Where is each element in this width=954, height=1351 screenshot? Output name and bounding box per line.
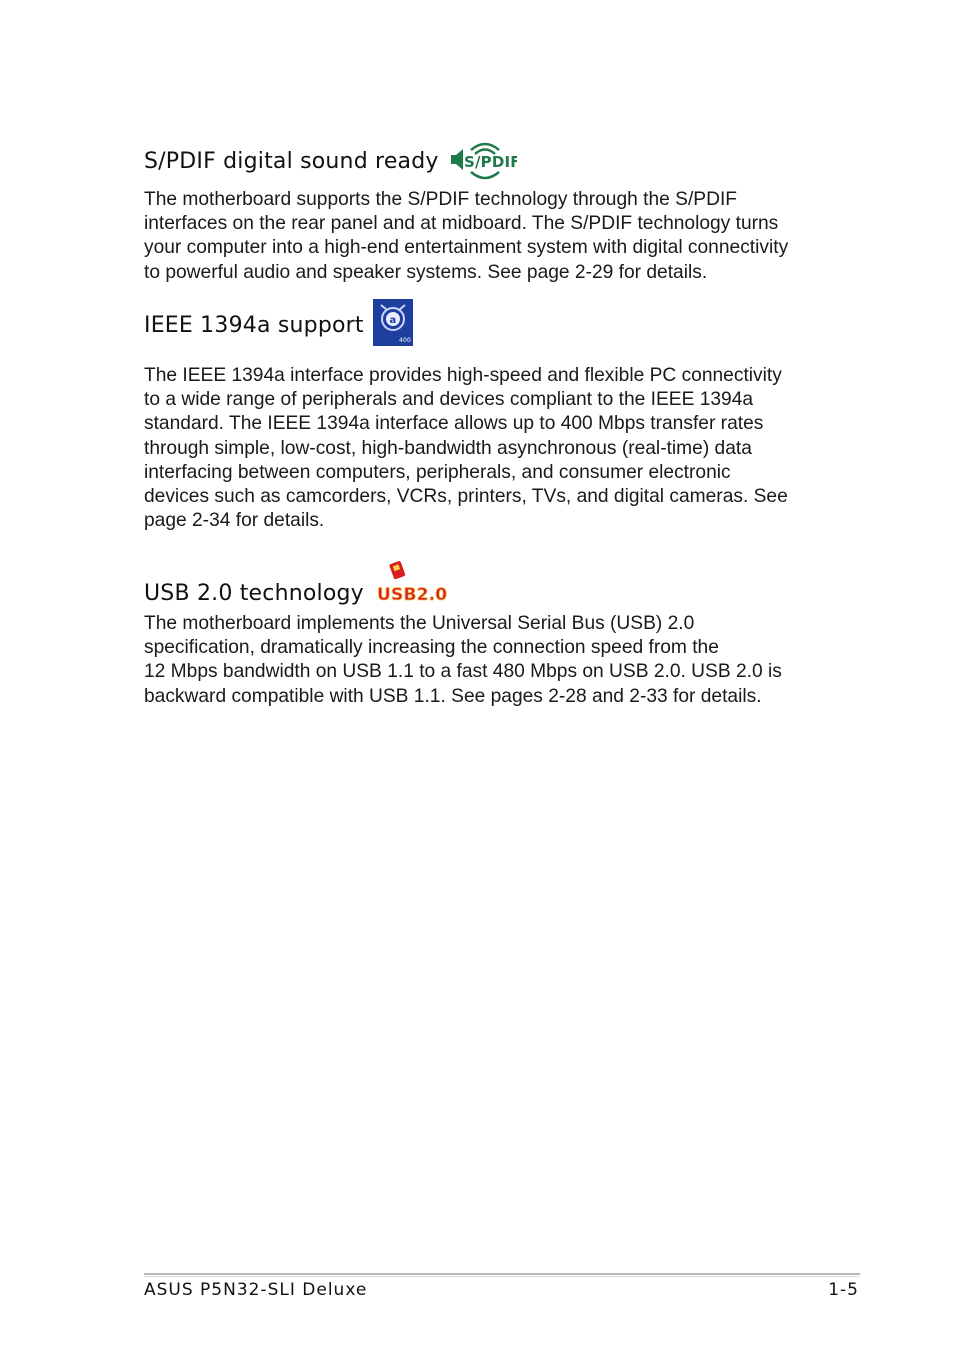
paragraph-line: to a wide range of peripherals and devices compliant to the IEEE 1394a <box>144 389 754 411</box>
paragraph-line: The IEEE 1394a interface provides high-speed and flexible PC connectivity <box>144 365 782 386</box>
paragraph-line: standard. The IEEE 1394a interface allows up to 400 Mbps transfer rates <box>144 413 764 435</box>
section-heading <box>144 299 814 352</box>
section-usb2 <box>144 560 814 709</box>
section-title: IEEE 1394a support <box>144 313 364 338</box>
paragraph-line: backward compatible with USB 1.1. See pages 2-28 and 2-33 for details. <box>144 685 762 707</box>
paragraph-line: devices such as camcorders, VCRs, printers, TVs, and digital cameras. See <box>144 486 788 508</box>
section-ieee1394a <box>144 299 814 533</box>
paragraph-line: specification, dramatically increasing the connection speed from the <box>144 637 719 659</box>
usb2-logo-text: USB2.0 <box>376 585 448 604</box>
section-paragraph <box>144 612 814 709</box>
footer-divider <box>144 1273 860 1275</box>
usb2-logo-icon <box>376 560 450 610</box>
paragraph-line: your computer into a high-end entertainment system with digital connectivity <box>144 237 789 259</box>
paragraph-line: through simple, low-cost, high-bandwidth asynchronous (real-time) data <box>144 437 752 459</box>
footer-page-number: 1-5 <box>828 1280 859 1300</box>
spdif-logo-icon <box>449 140 517 186</box>
paragraph-line: page 2-34 for details. <box>144 510 325 532</box>
section-heading <box>144 560 814 610</box>
paragraph-line: interfacing between computers, peripherals, and consumer electronic <box>144 461 731 483</box>
footer-product-name: ASUS P5N32-SLI Deluxe <box>144 1280 368 1300</box>
ieee1394a-logo-icon <box>373 299 413 352</box>
svg-text:a: a <box>389 315 397 326</box>
paragraph-line: 12 Mbps bandwidth on USB 1.1 to a fast 480 Mbps on USB 2.0. USB 2.0 is <box>144 661 782 683</box>
section-paragraph <box>144 188 814 285</box>
ieee1394a-logo-text: 400 <box>398 337 411 344</box>
paragraph-line: interfaces on the rear panel and at midboard. The S/PDIF technology turns <box>144 213 779 235</box>
section-title: USB 2.0 technology <box>144 580 364 606</box>
section-heading <box>144 138 814 184</box>
footer-divider-shadow <box>144 1276 860 1277</box>
section-title: S/PDIF digital sound ready <box>144 148 439 174</box>
paragraph-line: The motherboard supports the S/PDIF technology through the S/PDIF <box>144 189 737 210</box>
spdif-logo-text: S/PDIF <box>463 153 517 171</box>
section-spdif <box>144 138 814 285</box>
paragraph-line: to powerful audio and speaker systems. See page 2-29 for details. <box>144 261 708 283</box>
paragraph-line: The motherboard implements the Universal Serial Bus (USB) 2.0 <box>144 613 695 634</box>
section-paragraph <box>144 364 814 533</box>
